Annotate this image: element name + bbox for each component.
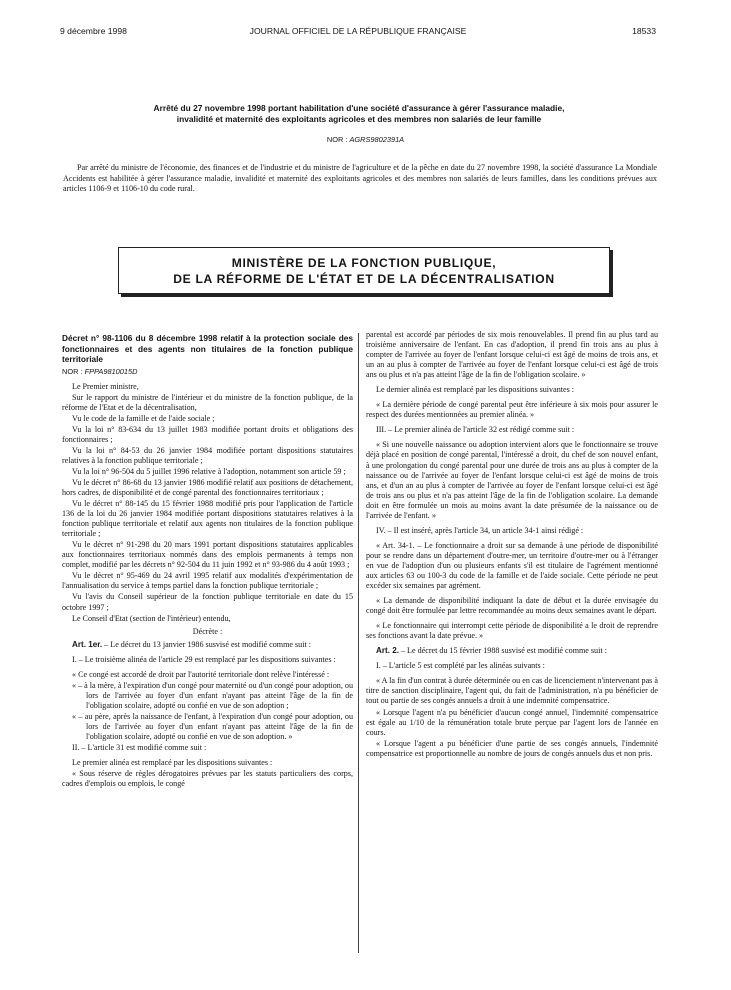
paragraph: « Si une nouvelle naissance ou adoption intervient alors que le fonctionnaire se trouve déjà placé en position de congé parental, l'intéressé a droit, du chef de son nouvel enfant, à une prolongation du congé parental pour une durée de trois ans au plus à compter de la naissance ou de l'arrivée au foyer de l'enfant lorsque celui-ci est âgé de moins de trois ans, et d'un an au plus à compter de l'arrivée au foyer de l'enfant lorsque celui-ci est âgé de trois ans ou plus et n'a pas atteint l'âge de la fin de l'obligation scolaire. La demande doit en être formulée un mois au moins avant la date présumée de la naissance ou de l'arrivée de l'enfant. » <box>366 440 658 520</box>
decrete-label: Décrète : <box>192 626 223 636</box>
paragraph: I. – L'article 5 est complété par les alinéas suivants : <box>376 661 545 671</box>
bullet-paragraph: « – au père, après la naissance de l'enfant, à l'expiration d'un congé pour adoption, ou lors de l'arrivée au foyer d'un enfant n'ayant pas atteint l'âge de la fin de l'obligation scolaire, adopté ou confié en vue de son adoption. » <box>72 711 353 742</box>
nor-label: NOR : <box>62 366 85 376</box>
arrete-body: Par arrêté du ministre de l'économie, des finances et de l'industrie et du ministre de l'agriculture et de la pêche en date du 27 novembre 1998, la société d'assurance La Mondiale Accidents est habilitée à gérer l'assurance maladie, invalidité et maternité des exploitants agricoles et des membres non salariés de leurs familles, dans les conditions prévues aux articles 1106-9 et 1106-10 du code rural. <box>63 163 657 194</box>
article-1-label: Art. 1er. <box>72 639 103 649</box>
decret-nor <box>62 367 353 377</box>
right-column <box>366 330 658 760</box>
paragraph: Vu l'avis du Conseil supérieur de la fonction publique territoriale en date du 15 octobre 1997 ; <box>62 592 353 612</box>
paragraph: Vu le décret n° 88-145 du 15 février 1988 modifié pris pour l'application de l'article 136 de la loi du 26 janvier 1984 modifiée portant dispositions statutaires relatives à la fonction publique territoriale et relatif aux agents non titulaires de la fonction publique territoriale ; <box>62 499 353 539</box>
paragraph: « Lorsque l'agent a pu bénéficier d'une partie de ses congés annuels, l'indemnité compensatrice est proportionnelle au nombre de jours de congés annuels dus et non pris. <box>366 738 658 758</box>
paragraph: « Art. 34-1. – Le fonctionnaire a droit sur sa demande à une période de disponibilité pour se rendre dans un département d'outre-mer, un territoire d'outre-mer ou à l'étranger en vue de l'adoption d'un ou plusieurs enfants s'il est titulaire de l'agrément mentionné aux articles 63 ou 100-3 du code de la famille et de l'aide sociale. Cette période ne peut excéder six semaines par agrément. <box>366 540 658 591</box>
paragraph: « A la fin d'un contrat à durée déterminée ou en cas de licenciement n'intervenant pas à titre de sanction disciplinaire, l'agent qui, du fait de l'administration, n'a pu bénéficier de tout ou partie de ses congés annuels a droit à une indemnité compensatrice. <box>366 676 658 706</box>
article-1-text: – Le décret du 13 janvier 1986 susvisé est modifié comme suit : <box>102 639 311 649</box>
paragraph: Sur le rapport du ministre de l'intérieur et du ministre de la fonction publique, de la réforme de l'Etat et de la décentralisation, <box>62 392 353 412</box>
decret-title: Décret n° 98-1106 du 8 décembre 1998 relatif à la protection sociale des fonctionnaires et des agents non titulaires de la fonction publique territoriale <box>62 333 353 364</box>
article-1-intro <box>62 640 353 650</box>
bullet-paragraph: « – à la mère, à l'expiration d'un congé pour maternité ou d'un congé pour adoption, ou lors de l'arrivée au foyer d'un enfant n'ayant pas atteint l'âge de la fin de l'obligation scolaire, adopté ou confié en vue de son adoption ; <box>72 680 353 710</box>
paragraph: III. – Le premier alinéa de l'article 32 est rédigé comme suit : <box>376 425 575 435</box>
paragraph: Vu le décret n° 95-469 du 24 avril 1995 relatif aux modalités d'expérimentation de l'annualisation du service à temps partiel dans la fonction publique territoriale ; <box>62 571 353 591</box>
paragraph: Le Premier ministre, <box>72 381 139 391</box>
article-2-text: – Le décret du 15 février 1988 susvisé est modifié comme suit : <box>398 646 607 656</box>
paragraph: « La dernière période de congé parental peut être inférieure à six mois pour assurer le respect des durées mentionnées au premier alinéa. » <box>366 400 658 420</box>
column-divider <box>358 333 359 953</box>
paragraph: « Sous réserve de règles dérogatoires prévues par les statuts particuliers des corps, cadres d'emplois ou emplois, le congé <box>62 769 353 789</box>
ministry-heading-box <box>118 247 610 294</box>
ministry-heading-line: DE LA RÉFORME DE L'ÉTAT ET DE LA DÉCENTRALISATION <box>173 272 555 286</box>
arrete-title-line: invalidité et maternité des exploitants agricoles et des membres non salariés de leur famille <box>176 114 542 124</box>
arrete-title-line: Arrêté du 27 novembre 1998 portant habilitation d'une société d'assurance à gérer l'assurance maladie, <box>153 103 565 113</box>
paragraph: Vu la loi n° 83-634 du 13 juillet 1983 modifiée portant droits et obligations des fonctionnaires ; <box>62 424 353 444</box>
running-header <box>60 26 656 40</box>
paragraph: Vu la loi n° 96-504 du 5 juillet 1996 relative à l'adoption, notamment son article 59 ; <box>72 466 346 476</box>
paragraph: Le Conseil d'Etat (section de l'intérieur) entendu, <box>72 613 231 623</box>
header-page-number: 18533 <box>632 26 656 36</box>
paragraph: II. – L'article 31 est modifié comme suit : <box>72 743 207 753</box>
paragraph: parental est accordé par périodes de six mois renouvelables. Il prend fin au plus tard au troisième anniversaire de l'enfant. En cas d'adoption, il prend fin trois ans au plus à compter de l'arrivée au foyer de l'enfant lorsque celui-ci est âgé de moins de trois ans, et un an au plus à compter de l'arrivée au foyer de l'enfant lorsque celui-ci est âgé de trois ans ou plus et n'a pas atteint l'âge de la fin de l'obligation scolaire. » <box>366 330 658 380</box>
header-date: 9 décembre 1998 <box>60 26 127 36</box>
nor-label: NOR : <box>326 135 350 144</box>
paragraph: « La demande de disponibilité indiquant la date de début et la durée envisagée du congé doit être formulée par lettre recommandée au moins deux semaines avant le départ. <box>366 596 658 616</box>
article-2-intro <box>366 646 658 656</box>
paragraph: I. – Le troisième alinéa de l'article 29 est remplacé par les dispositions suivantes : <box>72 654 336 664</box>
paragraph: IV. – Il est inséré, après l'article 34, un article 34-1 ainsi rédigé : <box>376 525 584 535</box>
header-journal-title: JOURNAL OFFICIEL DE LA RÉPUBLIQUE FRANÇAISE <box>249 26 467 36</box>
paragraph: Vu le décret n° 86-68 du 13 janvier 1986 modifié relatif aux positions de détachement, hors cadres, de disponibilité et de congé parental des fonctionnaires territoriaux ; <box>62 477 353 498</box>
paragraph: Le premier alinéa est remplacé par les dispositions suivantes : <box>72 758 273 768</box>
paragraph: « Ce congé est accordé de droit par l'autorité territoriale dont relève l'intéressé : <box>72 669 330 679</box>
left-column <box>62 333 353 790</box>
ministry-heading-line: MINISTÈRE DE LA FONCTION PUBLIQUE, <box>231 256 497 270</box>
nor-code: FPPA9810015D <box>84 366 138 376</box>
arrete-title <box>62 103 656 125</box>
paragraph: Le dernier alinéa est remplacé par les dispositions suivantes : <box>376 385 575 395</box>
paragraph: Vu la loi n° 84-53 du 26 janvier 1984 modifiée portant dispositions statutaires relatives à la fonction publique territoriale ; <box>62 445 353 465</box>
paragraph: Vu le code de la famille et de l'aide sociale ; <box>72 413 215 423</box>
nor-code: AGRS9802391A <box>349 135 405 144</box>
paragraph: « Le fonctionnaire qui interrompt cette période de disponibilité a le droit de reprendre ses fonctions avant la date prévue. » <box>366 621 658 641</box>
article-2-label: Art. 2. <box>376 646 399 656</box>
arrete-nor <box>0 135 731 144</box>
paragraph: Vu le décret n° 91-298 du 20 mars 1991 portant dispositions statutaires applicables aux fonctionnaires territoriaux nommés dans des emplois permanents à temps non complet, modifié par les décrets n° 92-504 du 11 juin 1992 et n° 93-986 du 4 août 1993 ; <box>62 540 353 570</box>
paragraph: « Lorsque l'agent n'a pu bénéficier d'aucun congé annuel, l'indemnité compensatrice est égale au 1/10 de la rémunération totale brute perçue par l'agent lors de l'année en cours. <box>366 707 658 737</box>
